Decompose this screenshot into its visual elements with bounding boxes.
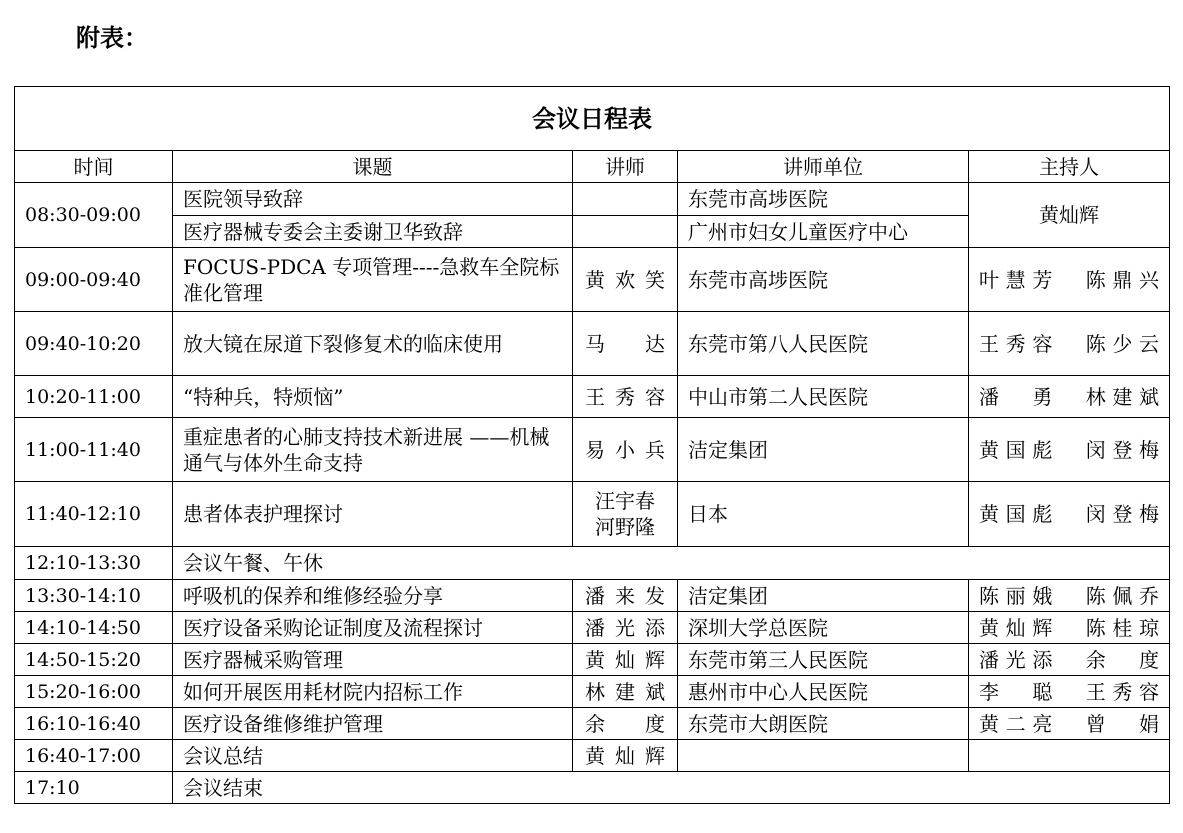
table-row — [15, 312, 1170, 376]
appendix-label: 附表： — [76, 24, 148, 52]
cell-unit: 东莞市高埗医院 — [678, 248, 969, 312]
cell-topic: FOCUS-PDCA 专项管理----急救车全院标准化管理 — [173, 248, 573, 312]
cell-unit: 洁定集团 — [678, 580, 969, 612]
cell-topic: 如何开展医用耗材院内招标工作 — [173, 676, 573, 708]
cell-host: 王秀容 陈少云 — [969, 312, 1170, 376]
cell-unit: 东莞市第三人民医院 — [678, 644, 969, 676]
cell-host: 潘光添 余 度 — [969, 644, 1170, 676]
table-row — [15, 644, 1170, 676]
cell-lecturer: 王秀容 — [573, 376, 678, 418]
cell-lecturer: 黄灿辉 — [573, 644, 678, 676]
cell-unit: 东莞市大朗医院 — [678, 708, 969, 740]
cell-unit — [678, 740, 969, 772]
cell-topic: 重症患者的心肺支持技术新进展 ——机械通气与体外生命支持 — [173, 418, 573, 482]
cell-host: 黄国彪 闵登梅 — [969, 482, 1170, 547]
cell-lecturer: 黄灿辉 — [573, 740, 678, 772]
cell-lecturer: 易小兵 — [573, 418, 678, 482]
cell-time: 10:20-11:00 — [15, 376, 173, 418]
cell-host: 黄灿辉 — [969, 183, 1170, 248]
table-title-row — [15, 87, 1170, 151]
column-header-unit: 讲师单位 — [678, 151, 969, 183]
column-header-row — [15, 151, 1170, 183]
cell-lecturer: 林建斌 — [573, 676, 678, 708]
column-header-time: 时间 — [15, 151, 173, 183]
cell-topic: 医疗设备维修维护管理 — [173, 708, 573, 740]
cell-host: 陈丽娥 陈佩乔 — [969, 580, 1170, 612]
cell-time: 17:10 — [15, 772, 173, 804]
cell-host: 李 聪 王秀容 — [969, 676, 1170, 708]
cell-unit: 广州市妇女儿童医疗中心 — [678, 216, 969, 248]
cell-unit: 惠州市中心人民医院 — [678, 676, 969, 708]
cell-topic: 会议总结 — [173, 740, 573, 772]
cell-time: 11:40-12:10 — [15, 482, 173, 547]
cell-lecturer: 余 度 — [573, 708, 678, 740]
cell-lecturer — [573, 183, 678, 216]
cell-topic: 放大镜在尿道下裂修复术的临床使用 — [173, 312, 573, 376]
cell-lecturer: 潘来发 — [573, 580, 678, 612]
cell-topic: 医院领导致辞 — [173, 183, 573, 216]
table-row — [15, 740, 1170, 772]
cell-time: 08:30-09:00 — [15, 183, 173, 248]
cell-lecturer: 汪宇春 河野隆 — [573, 482, 678, 547]
cell-topic: 医疗器械专委会主委谢卫华致辞 — [173, 216, 573, 248]
cell-time: 14:50-15:20 — [15, 644, 173, 676]
column-header-host: 主持人 — [969, 151, 1170, 183]
cell-unit: 日本 — [678, 482, 969, 547]
cell-host: 黄国彪 闵登梅 — [969, 418, 1170, 482]
table-row — [15, 580, 1170, 612]
cell-unit: 东莞市第八人民医院 — [678, 312, 969, 376]
cell-time: 16:40-17:00 — [15, 740, 173, 772]
schedule-table — [14, 86, 1170, 804]
cell-time: 09:40-10:20 — [15, 312, 173, 376]
table-row — [15, 376, 1170, 418]
cell-lecturer: 马 达 — [573, 312, 678, 376]
cell-time: 11:00-11:40 — [15, 418, 173, 482]
table-row — [15, 248, 1170, 312]
cell-time: 09:00-09:40 — [15, 248, 173, 312]
table-row — [15, 708, 1170, 740]
cell-unit: 中山市第二人民医院 — [678, 376, 969, 418]
cell-unit: 深圳大学总医院 — [678, 612, 969, 644]
cell-lecturer: 潘光添 — [573, 612, 678, 644]
table-row — [15, 418, 1170, 482]
table-row — [15, 183, 1170, 216]
cell-host: 黄二亮 曾 娟 — [969, 708, 1170, 740]
cell-topic: “特种兵，特烦恼” — [173, 376, 573, 418]
cell-topic: 会议午餐、午休 — [173, 547, 1170, 580]
column-header-lecturer: 讲师 — [573, 151, 678, 183]
table-row — [15, 482, 1170, 547]
cell-unit: 洁定集团 — [678, 418, 969, 482]
cell-lecturer: 黄欢笑 — [573, 248, 678, 312]
cell-topic: 呼吸机的保养和维修经验分享 — [173, 580, 573, 612]
cell-topic: 医疗设备采购论证制度及流程探讨 — [173, 612, 573, 644]
cell-time: 15:20-16:00 — [15, 676, 173, 708]
cell-unit: 东莞市高埗医院 — [678, 183, 969, 216]
cell-lecturer — [573, 216, 678, 248]
cell-topic: 医疗器械采购管理 — [173, 644, 573, 676]
cell-host: 黄灿辉 陈桂琼 — [969, 612, 1170, 644]
cell-topic: 会议结束 — [173, 772, 1170, 804]
table-row — [15, 772, 1170, 804]
cell-time: 16:10-16:40 — [15, 708, 173, 740]
table-title: 会议日程表 — [15, 87, 1170, 151]
cell-host: 叶慧芳 陈鼎兴 — [969, 248, 1170, 312]
cell-topic: 患者体表护理探讨 — [173, 482, 573, 547]
cell-time: 13:30-14:10 — [15, 580, 173, 612]
table-row — [15, 676, 1170, 708]
cell-time: 12:10-13:30 — [15, 547, 173, 580]
cell-host — [969, 740, 1170, 772]
table-row — [15, 612, 1170, 644]
cell-host: 潘 勇 林建斌 — [969, 376, 1170, 418]
column-header-topic: 课题 — [173, 151, 573, 183]
cell-time: 14:10-14:50 — [15, 612, 173, 644]
table-row — [15, 547, 1170, 580]
